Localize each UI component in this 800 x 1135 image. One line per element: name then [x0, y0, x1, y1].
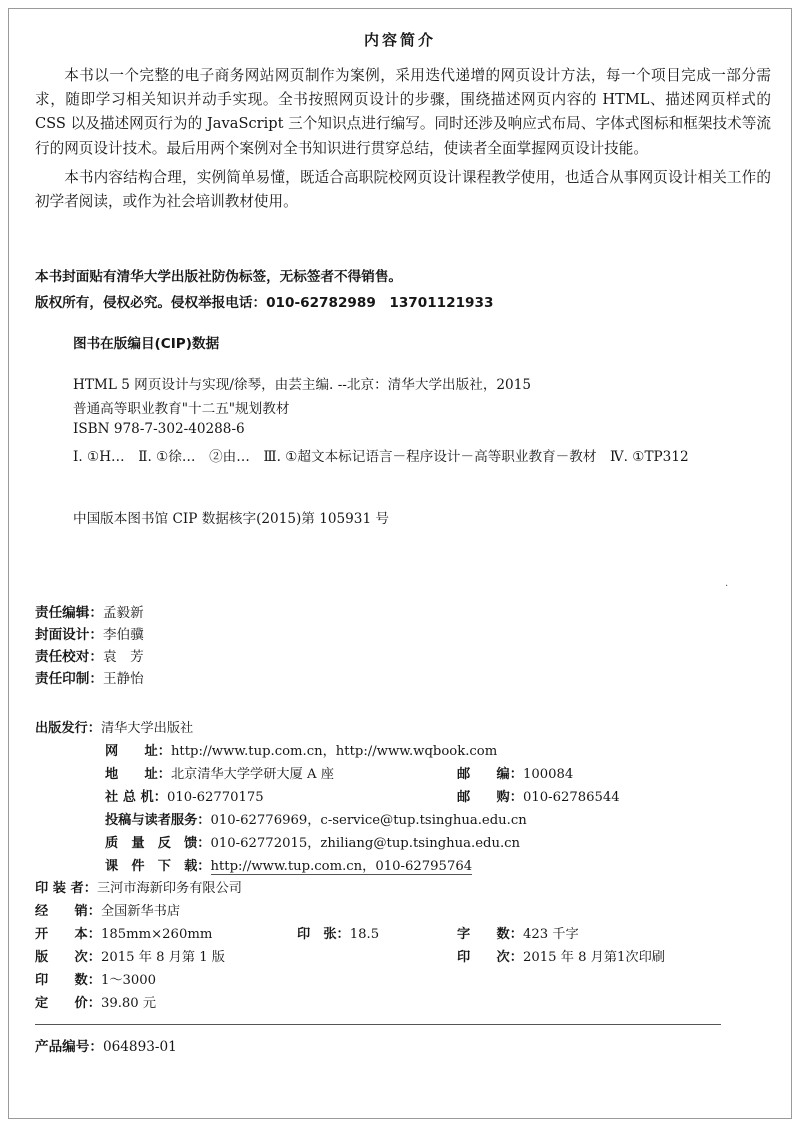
postcode-label: 邮 编： — [457, 767, 523, 782]
courseware-label: 课 件 下 载： — [105, 859, 211, 874]
printing-label: 印 次： — [457, 950, 523, 965]
feedback-label: 质 量 反 馈： — [105, 836, 211, 851]
staff-label: 封面设计： — [35, 627, 103, 643]
staff-value: 李伯骥 — [102, 627, 144, 643]
words-value: 423 千字 — [522, 927, 579, 942]
web-value: http://www.tup.com.cn，http://www.wqbook.com — [170, 744, 498, 759]
publisher-web-row — [105, 740, 497, 759]
price-label: 定 价： — [35, 996, 101, 1011]
staff-label: 责任编辑： — [35, 605, 103, 621]
spec-sheets-row — [297, 923, 379, 942]
intro-section — [35, 64, 771, 219]
stray-mark: · — [725, 581, 729, 592]
print-count-value: 1～3000 — [100, 973, 157, 988]
publisher-feedback-row — [105, 832, 520, 851]
cip-record-number: 中国版本图书馆 CIP 数据核字(2015)第 105931 号 — [73, 511, 390, 527]
distributor-label: 经 销： — [35, 904, 101, 919]
publisher-mail-order-row — [457, 786, 620, 805]
anti-counterfeit-notice: 本书封面贴有清华大学出版社防伪标签，无标签者不得销售。 — [35, 269, 403, 285]
staff-label: 责任印制： — [35, 671, 103, 687]
staff-printing — [35, 667, 144, 687]
spec-edition-row — [35, 946, 225, 965]
page-title: 内容简介 — [363, 31, 436, 49]
product-code-value: 064893-01 — [102, 1039, 177, 1055]
format-label: 开 本： — [35, 927, 101, 942]
sheets-label: 印 张： — [297, 927, 350, 942]
publisher-label: 出版发行： — [35, 721, 101, 736]
spec-price-row — [35, 992, 156, 1011]
publisher-switchboard-row — [105, 786, 264, 805]
publisher-courseware-row — [105, 855, 472, 874]
publisher-address-row — [105, 763, 334, 782]
contribution-value: 010-62776969，c-service@tup.tsinghua.edu.cn — [210, 813, 527, 828]
feedback-value: 010-62772015，zhiliang@tup.tsinghua.edu.cn — [210, 836, 521, 851]
web-label: 网 址： — [105, 744, 171, 759]
product-code-label: 产品编号： — [35, 1039, 103, 1055]
cip-title-line: HTML 5 网页设计与实现/徐琴，由芸主编. --北京：清华大学出版社，2015 — [73, 377, 532, 393]
spec-format-row — [35, 923, 212, 942]
mail-order-label: 邮 购： — [457, 790, 523, 805]
spec-words-row — [457, 923, 579, 942]
intro-paragraph-1: 本书以一个完整的电子商务网站网页制作为案例，采用迭代递增的网页设计方法，每一个项目完成一部分需求，随即学习相关知识并动手实现。全书按照网页设计的步骤，围绕描述网页内容的 HTML、描述网页样式的 CSS 以及描述网页行为的 JavaScript 三个知识点进行编写。同时还涉及响应式布局、字体式图标和框架技术等流行的网页设计技术。最后用两个案例对全书知识进行贯穿总结，使读者全面掌握网页设计技能。 — [35, 67, 771, 157]
spec-distributor-row — [35, 900, 180, 919]
sheets-value: 18.5 — [349, 927, 380, 942]
publisher-row — [35, 717, 193, 736]
product-code-row — [35, 1035, 177, 1055]
copyright-page — [8, 8, 792, 1119]
cip-classification: Ⅰ. ①H… Ⅱ. ①徐… ②由… Ⅲ. ①超文本标记语言－程序设计－高等职业教育－教材 Ⅳ. ①TP312 — [73, 449, 689, 465]
publisher-postcode-row — [457, 763, 573, 782]
contribution-label: 投稿与读者服务： — [105, 813, 211, 828]
publisher-contribution-row — [105, 809, 527, 828]
postcode-value: 100084 — [522, 767, 574, 782]
words-label: 字 数： — [457, 927, 523, 942]
edition-value: 2015 年 8 月第 1 版 — [100, 950, 225, 965]
staff-editor — [35, 601, 144, 621]
publisher-name: 清华大学出版社 — [100, 721, 194, 736]
printer-label: 印 装 者： — [35, 881, 97, 896]
format-value: 185mm×260mm — [100, 927, 213, 942]
mail-order-value: 010-62786544 — [522, 790, 620, 805]
distributor-value: 全国新华书店 — [100, 904, 181, 919]
cip-series-line: 普通高等职业教育"十二五"规划教材 — [73, 401, 290, 417]
price-value: 39.80 元 — [100, 996, 157, 1011]
address-value: 北京清华大学学研大厦 A 座 — [170, 767, 334, 782]
staff-label: 责任校对： — [35, 649, 103, 665]
staff-proofreader — [35, 645, 144, 665]
staff-value: 孟毅新 — [102, 605, 144, 621]
spec-print-count-row — [35, 969, 156, 988]
address-label: 地 址： — [105, 767, 171, 782]
staff-value: 袁 芳 — [102, 649, 144, 665]
cip-isbn-line: ISBN 978-7-302-40288-6 — [73, 421, 245, 437]
staff-cover-design — [35, 623, 144, 643]
spec-printer-row — [35, 877, 242, 896]
copyright-notice: 版权所有，侵权必究。侵权举报电话：010-62782989 13701121933 — [35, 295, 494, 311]
cip-heading: 图书在版编目(CIP)数据 — [73, 336, 220, 352]
switchboard-label: 社 总 机： — [105, 790, 167, 805]
divider-line — [35, 1024, 721, 1025]
intro-paragraph-2: 本书内容结构合理，实例简单易懂，既适合高职院校网页设计课程教学使用，也适合从事网页设计相关工作的初学者阅读，或作为社会培训教材使用。 — [35, 168, 771, 211]
courseware-value: http://www.tup.com.cn，010-62795764 — [210, 859, 473, 874]
print-count-label: 印 数： — [35, 973, 101, 988]
spec-printing-row — [457, 946, 665, 965]
staff-value: 王静怡 — [102, 671, 144, 687]
printing-value: 2015 年 8 月第1次印刷 — [522, 950, 665, 965]
edition-label: 版 次： — [35, 950, 101, 965]
printer-value: 三河市海新印务有限公司 — [96, 881, 242, 896]
switchboard-value: 010-62770175 — [166, 790, 264, 805]
